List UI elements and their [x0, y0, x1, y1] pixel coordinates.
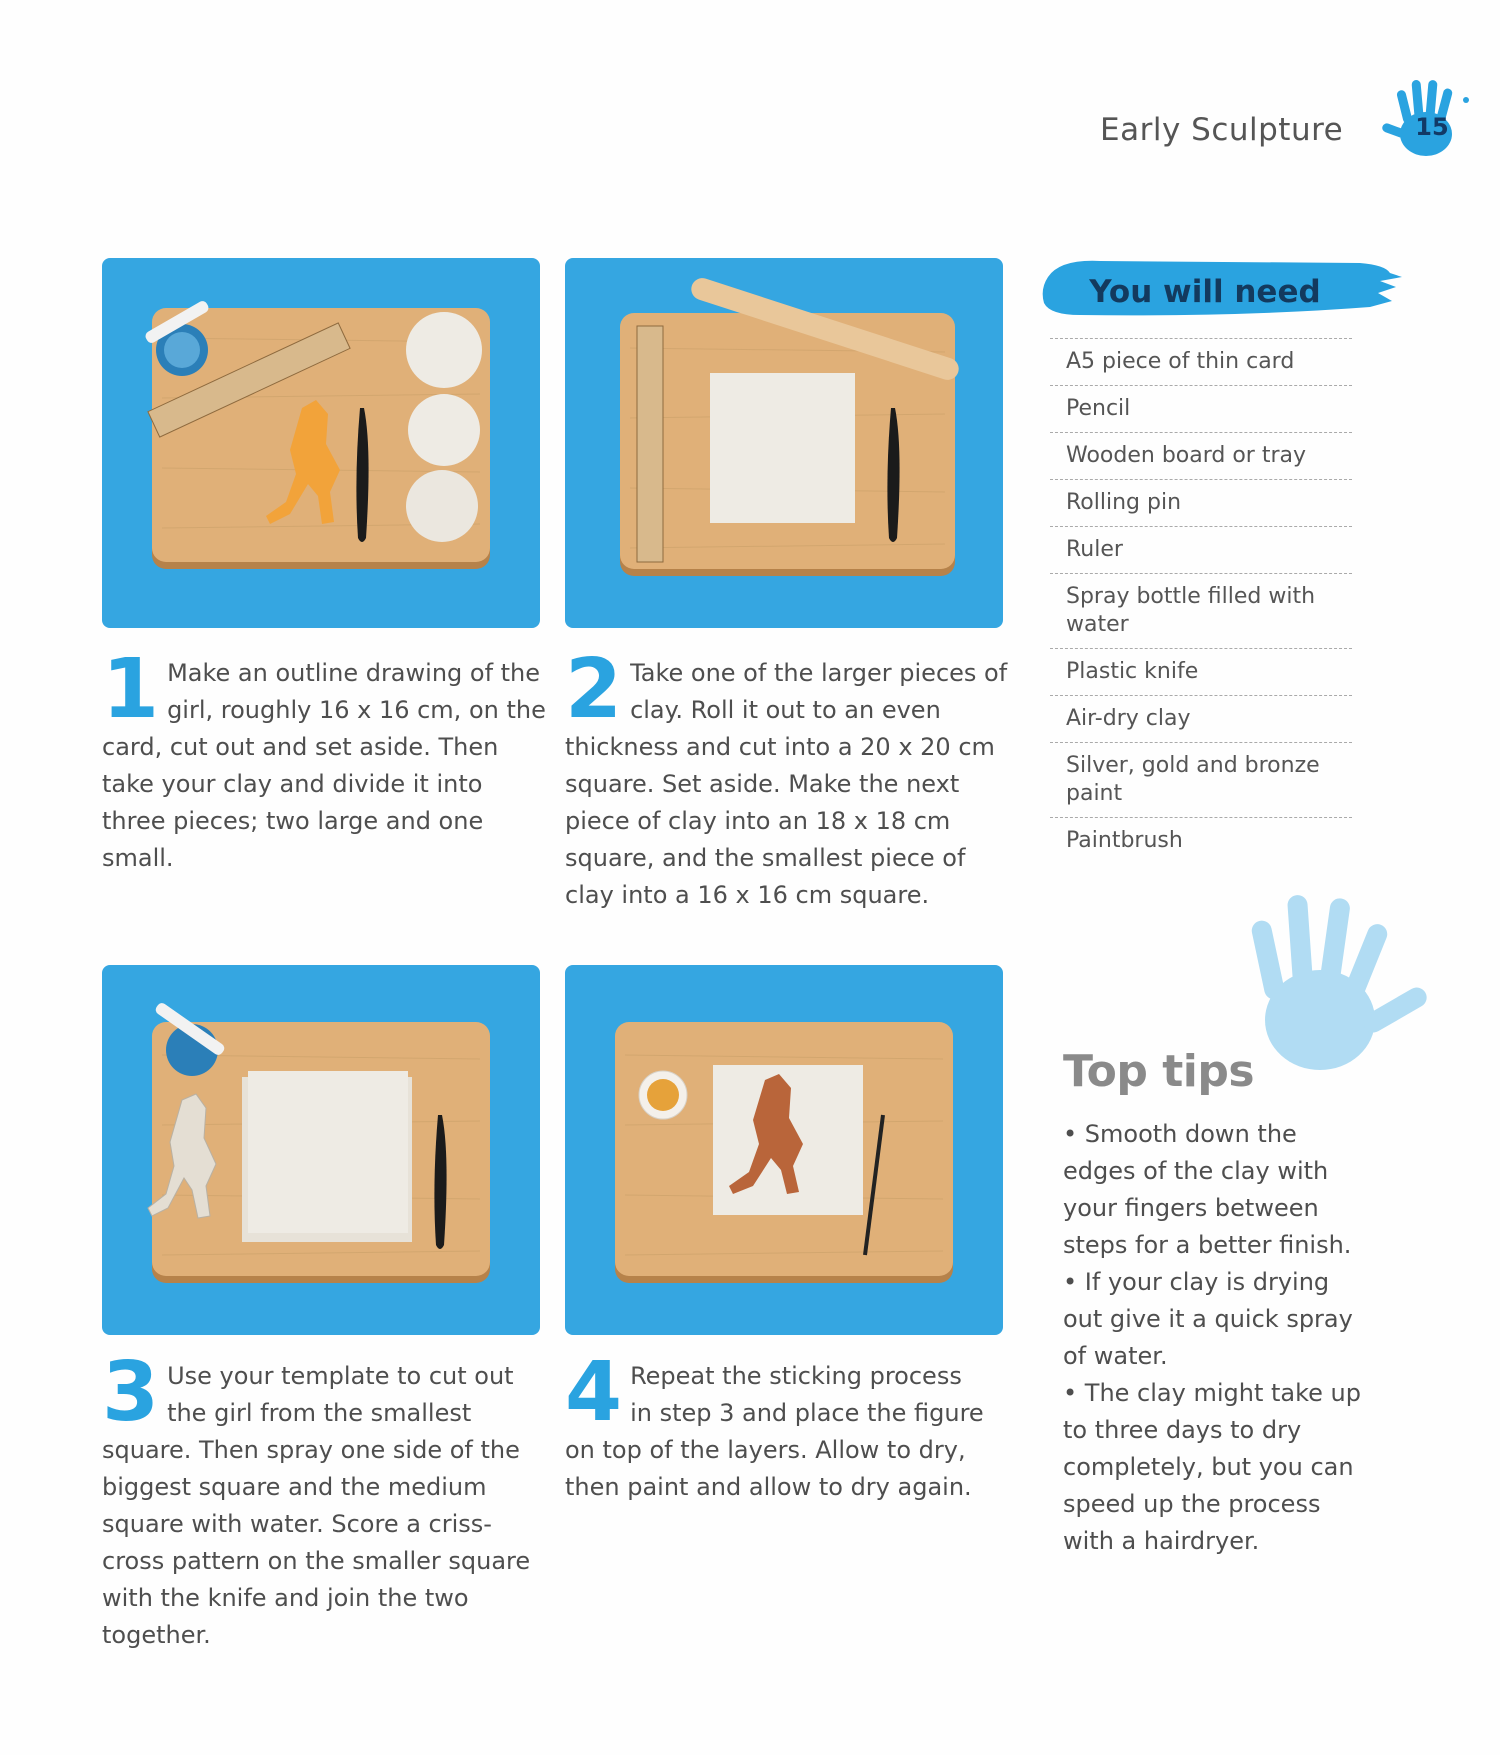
step-2-number: 2: [565, 642, 623, 737]
list-item: Rolling pin: [1050, 479, 1352, 526]
step-4-photo: [565, 965, 1003, 1335]
step-1-number: 1: [102, 642, 160, 737]
list-item: Paintbrush: [1050, 817, 1352, 864]
step-4-text: Repeat the sticking process in step 3 and place the figure on top of the layers. Allow to dry, then paint and allow to dry again.: [565, 1362, 984, 1501]
step-3-photo: [102, 965, 540, 1335]
list-item: Spray bottle filled with water: [1050, 573, 1352, 648]
list-item: Air-dry clay: [1050, 695, 1352, 742]
top-tips-list: [1063, 1116, 1363, 1560]
list-item: Plastic knife: [1050, 648, 1352, 695]
step-4: [565, 1345, 985, 1506]
step-3: [102, 1345, 532, 1654]
list-item: Ruler: [1050, 526, 1352, 573]
step-2-photo: [565, 258, 1003, 628]
step-3-text: Use your template to cut out the girl from the smallest square. Then spray one side of the biggest square and the medium square with water. Score a criss-cross pattern on the smaller square with the knife and join the two together.: [102, 1362, 531, 1649]
page-number: 15: [1415, 113, 1449, 141]
step-1-text: Make an outline drawing of the girl, roughly 16 x 16 cm, on the card, cut out and set aside. Then take your clay and divide it into three pieces; two large and one small.: [102, 659, 546, 872]
tip-item: • If your clay is drying out give it a quick spray of water.: [1063, 1268, 1353, 1370]
list-item: Silver, gold and bronze paint: [1050, 742, 1352, 817]
step-1-photo: [102, 258, 540, 628]
section-title: Early Sculpture: [1100, 112, 1344, 148]
step-2-text: Take one of the larger pieces of clay. Roll it out to an even thickness and cut into a 20 x 20 cm square. Set aside. Make the next piece of clay into an 18 x 18 cm square, and the smallest piece of clay into a 16 x 16 cm square.: [565, 659, 1008, 909]
step-2: [565, 642, 1010, 914]
step-3-number: 3: [102, 1345, 160, 1440]
materials-list: [1050, 338, 1352, 864]
top-tips-title: Top tips: [1063, 1046, 1255, 1097]
list-item: A5 piece of thin card: [1050, 338, 1352, 385]
list-item: Wooden board or tray: [1050, 432, 1352, 479]
tip-item: • The clay might take up to three days to dry completely, but you can speed up the process with a hairdryer.: [1063, 1379, 1361, 1555]
step-1: [102, 642, 547, 877]
step-4-number: 4: [565, 1345, 623, 1440]
tip-item: • Smooth down the edges of the clay with your fingers between steps for a better finish.: [1063, 1120, 1352, 1259]
you-will-need-title: You will need: [1089, 274, 1321, 310]
list-item: Pencil: [1050, 385, 1352, 432]
